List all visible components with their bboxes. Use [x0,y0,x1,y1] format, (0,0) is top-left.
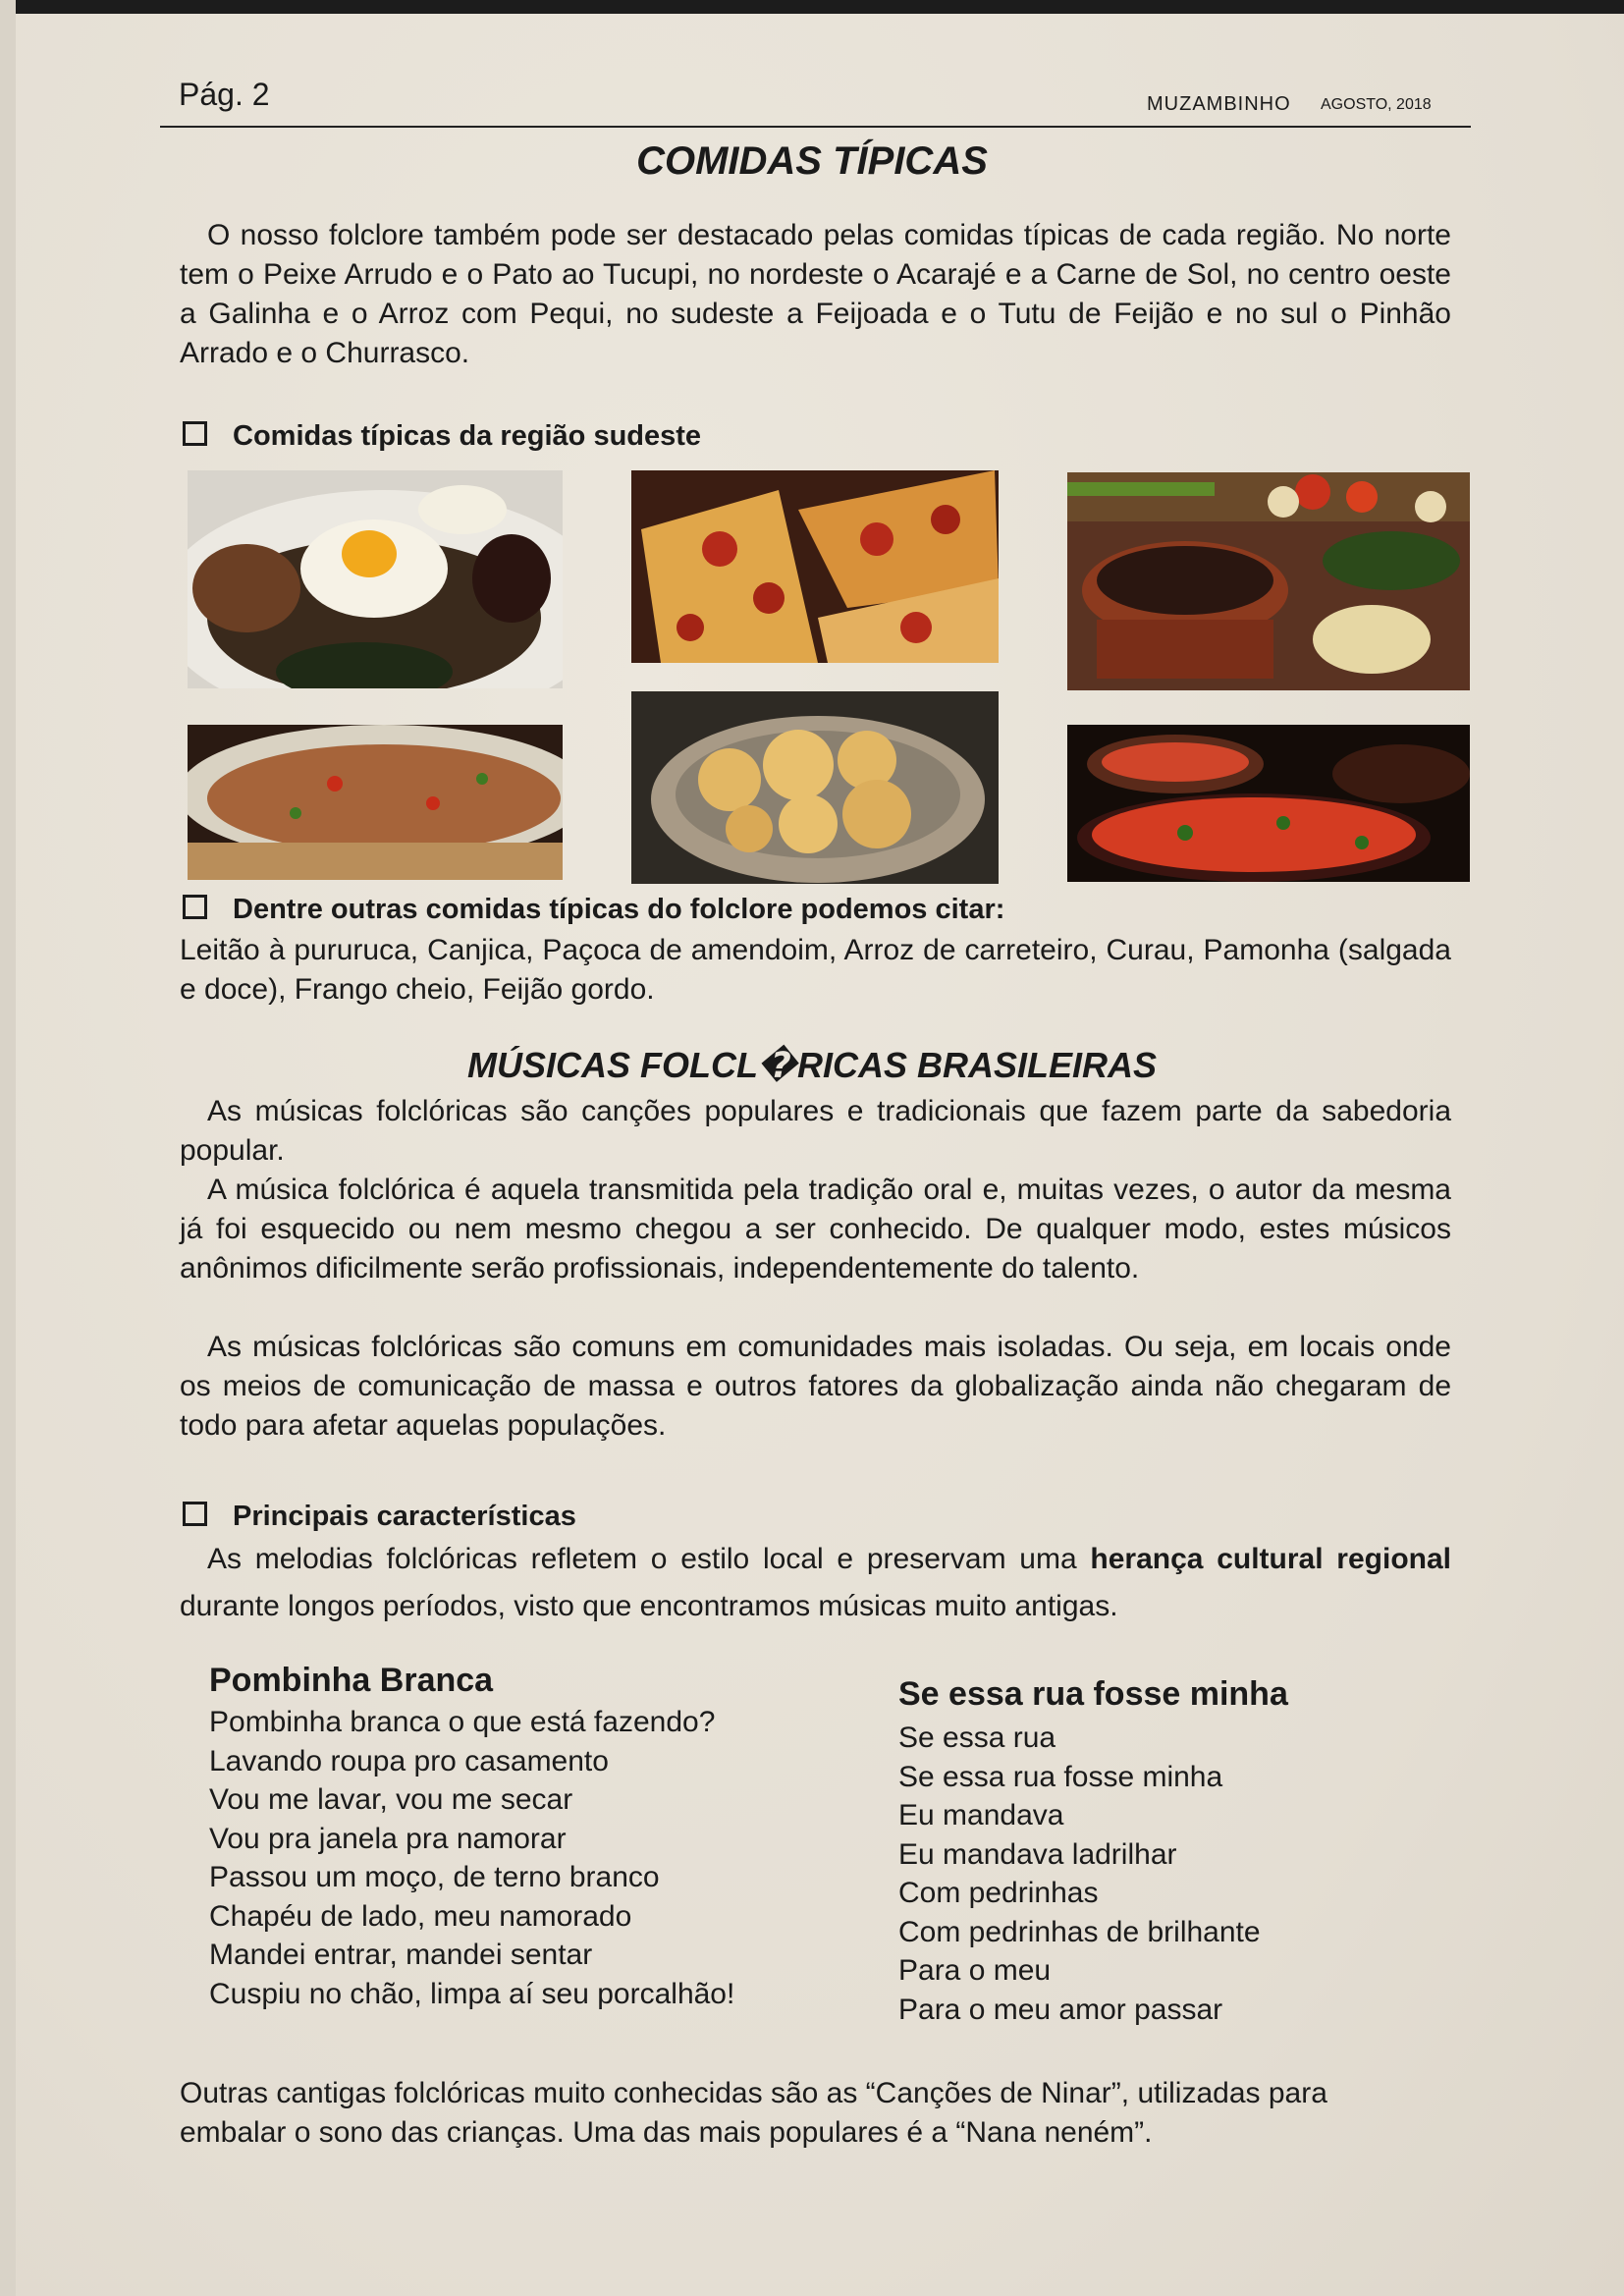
page-number: Pág. 2 [179,77,270,112]
bullet-sudeste-label: Comidas típicas da região sudeste [233,420,702,452]
feijoada-photo [1067,472,1470,690]
song2-line: Para o meu [898,1954,1052,1987]
checkbox-icon [183,895,207,919]
song1-title: Pombinha Branca [209,1662,494,1699]
song2-line: Eu mandava ladrilhar [898,1837,1177,1871]
bullet-outras-label: Dentre outras comidas típicas do folclore podemos citar: [233,894,1005,925]
header-rule [160,126,1471,128]
header-date: AGOSTO, 2018 [1321,96,1432,113]
song2-line: Para o meu amor passar [898,1993,1223,2026]
song2-lyrics [898,1719,1261,2029]
scan-top-edge [0,0,1624,14]
comidas-list: Leitão à pururuca, Canjica, Paçoca de amendoim, Arroz de carreteiro, Curau, Pamonha (salgada e doce), Frango cheio, Feijão gordo. [180,934,1451,1006]
comidas-intro: O nosso folclore também pode ser destacado pelas comidas típicas de cada região. No norte tem o Peixe Arrudo e o Pato ao Tucupi, no nordeste o Acarajé e a Carne de Sol, no centro oeste a Galinha e o Arroz com Pequi, no sudeste a Feijoada e o Tutu de Feijão e no sul o Pinhão Arrado e o Churrasco. [180,219,1451,369]
bullet-outras [183,894,1004,926]
song1-line: Vou pra janela pra namorar [209,1822,567,1855]
pizza-photo [631,470,999,663]
egg-plate-photo [188,470,563,688]
bullet-caracteristicas [183,1501,576,1533]
song2-line: Eu mandava [898,1799,1064,1831]
heranca-cultural-bold: herança cultural regional [1090,1543,1451,1575]
musicas-p2: A música folclórica é aquela transmitida pela tradição oral e, muitas vezes, o autor da mesma já foi esquecido ou nem mesmo chegou a ser conhecido. De qualquer modo, estes músicos anônimos dificilmente serão profissionais, independentemente do talento. [180,1174,1451,1285]
song2-line: Se essa rua fosse minha [898,1760,1223,1793]
song1-line: Lavando roupa pro casamento [209,1744,609,1777]
song1-line: Vou me lavar, vou me secar [209,1783,573,1816]
song2-line: Com pedrinhas [898,1877,1099,1909]
header-city: MUZAMBINHO [1147,93,1291,115]
song1-line: Mandei entrar, mandei sentar [209,1939,593,1971]
rice-dish-photo [188,725,563,880]
closing-paragraph: Outras cantigas folclóricas muito conhecidas são as “Canções de Ninar”, utilizadas para embalar o sono das crianças. Uma das mais populares é a “Nana neném”. [180,2077,1327,2149]
section-title-musicas: MÚSICAS FOLCL�RICAS BRASILEIRAS [466,1045,1158,1085]
song1-line: Passou um moço, de terno branco [209,1861,660,1893]
bullet-caracteristicas-label: Principais características [233,1501,576,1532]
scan-left-edge [0,0,16,2296]
checkbox-icon [183,421,207,446]
musicas-p4: As melodias folclóricas refletem o estilo local e preservam uma herança cultural regional durante longos períodos, visto que encontramos músicas muito antigas. [180,1543,1451,1622]
song1-line: Cuspiu no chão, limpa aí seu porcalhão! [209,1977,735,2010]
section-title-comidas: COMIDAS TÍPICAS [636,139,988,183]
musicas-p1: As músicas folclóricas são canções populares e tradicionais que fazem parte da sabedoria popular. [180,1095,1451,1167]
musicas-p3: As músicas folclóricas são comuns em comunidades mais isoladas. Ou seja, em locais onde os meios de comunicação de massa e outros fatores da globalização ainda não chegaram de todo para afetar aquelas populações. [180,1331,1451,1442]
song1-lyrics [209,1703,734,2013]
stew-photo [1067,725,1470,882]
song1-line: Chapéu de lado, meu namorado [209,1899,632,1933]
song2-line: Com pedrinhas de brilhante [898,1915,1261,1948]
song2-title: Se essa rua fosse minha [898,1675,1288,1713]
checkbox-icon [183,1502,207,1526]
song2-line: Se essa rua [898,1722,1056,1754]
cheese-bread-photo [631,691,999,884]
bullet-sudeste [183,420,701,453]
song1-line: Pombinha branca o que está fazendo? [209,1706,716,1738]
